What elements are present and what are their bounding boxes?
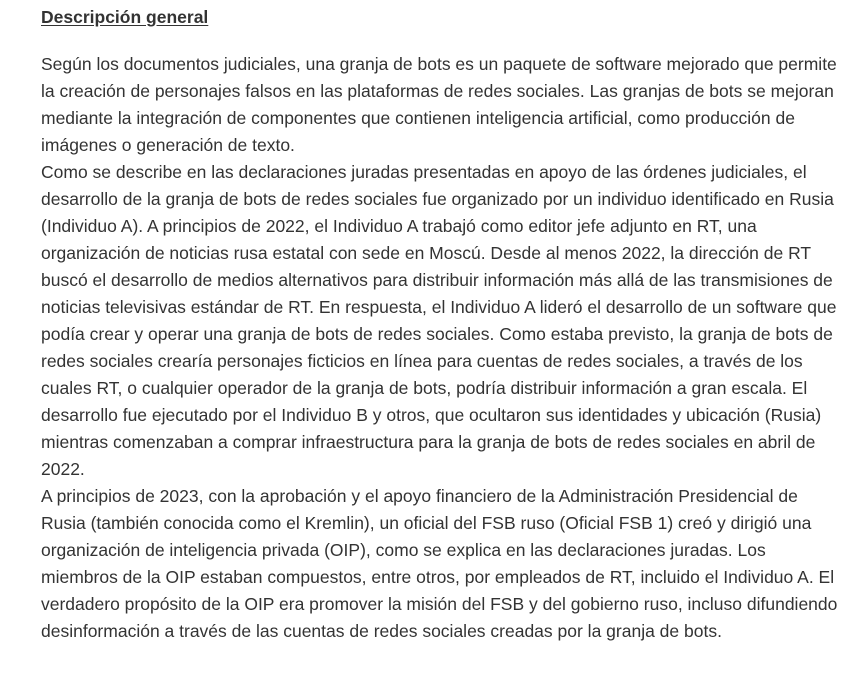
paragraph-development: Como se describe en las declaraciones juradas presentadas en apoyo de las órdenes judiciales, el desarrollo de la granja de bots de redes sociales fue organizado por un individuo identificado en Rusia (Individuo A). A principios de 2022, el Individuo A trabajó como editor jefe adjunto en RT, una organización de noticias rusa estatal con sede en Moscú. Desde al menos 2022, la dirección de RT buscó el desarrollo de medios alternativos para distribuir información más allá de las transmisiones de noticias televisivas estándar de RT. En respuesta, el Individuo A lideró el desarrollo de un software que podía crear y operar una granja de bots de redes sociales. Como estaba previsto, la granja de bots de redes sociales crearía personajes ficticios en línea para cuentas de redes sociales, a través de los cuales RT, o cualquier operador de la granja de bots, podría distribuir información a gran escala. El desarrollo fue ejecutado por el Individuo B y otros, que ocultaron sus identidades y ubicación (Rusia) mientras comenzaban a comprar infraestructura para la granja de bots de redes sociales en abril de 2022.	[41, 162, 837, 479]
paragraph-overview: Según los documentos judiciales, una granja de bots es un paquete de software mejorado que permite la creación de personajes falsos en las plataformas de redes sociales. Las granjas de bots se mejoran mediante la integración de componentes que contienen inteligencia artificial, como producción de imágenes o generación de texto.	[41, 54, 837, 155]
section-heading: Descripción general	[41, 7, 209, 27]
paragraph-oip: A principios de 2023, con la aprobación y el apoyo financiero de la Administración Presidencial de Rusia (también conocida como el Kremlin), un oficial del FSB ruso (Oficial FSB 1) creó y dirigió una organización de inteligencia privada (OIP), como se explica en las declaraciones juradas. Los miembros de la OIP estaban compuestos, entre otros, por empleados de RT, incluido el Individuo A. El verdadero propósito de la OIP era promover la misión del FSB y del gobierno ruso, incluso difundiendo desinformación a través de las cuentas de redes sociales creadas por la granja de bots.	[41, 486, 838, 641]
